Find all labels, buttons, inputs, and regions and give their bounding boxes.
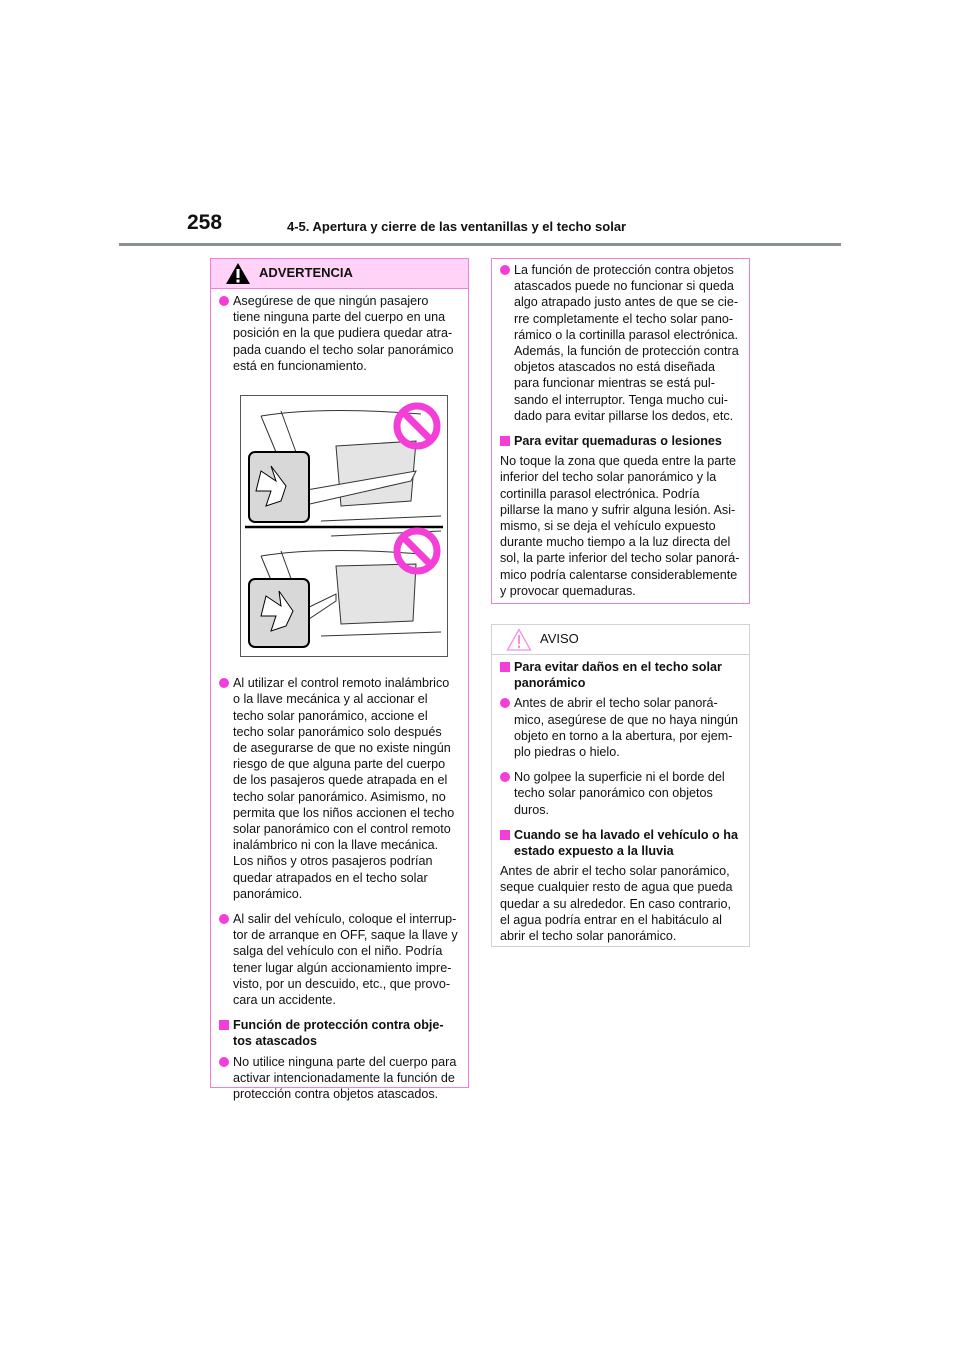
bullet-icon <box>500 772 510 782</box>
bullet-icon <box>219 296 229 306</box>
subheading-text: Cuando se ha lavado el vehículo o ha estado expuesto a la lluvia <box>514 827 738 859</box>
subheading-text: Para evitar daños en el techo solar panorámico <box>514 660 722 691</box>
paragraph: No toque la zona que queda entre la parte inferior del techo solar panorámico y la cortinilla parasol electrónica. Podría pillarse la mano y sufrir alguna lesión. Asi- mismo, si se deja el vehículo expuesto durante mucho tiempo a la luz directa del sol, la parte inferior del techo solar panorá- mico podría calentarse considerablemente y provocar quemaduras. <box>500 454 740 598</box>
warning-box <box>210 258 469 1102</box>
square-bullet-icon <box>500 436 510 446</box>
list-item <box>215 911 464 1008</box>
warning-triangle-icon <box>225 262 251 285</box>
bullet-icon <box>219 1057 229 1067</box>
section-title: 4-5. Apertura y cierre de las ventanillas y el techo solar <box>287 219 627 234</box>
list-item <box>496 695 745 760</box>
list-item <box>215 1054 464 1103</box>
list-item <box>215 293 464 374</box>
sunroof-pinch-illustration <box>240 395 448 657</box>
item-text: La función de protección contra objetos atascados puede no funcionar si queda algo atrapado justo antes de que se cie- rre completamente el techo solar pano- rámico o la cortinilla parasol electrónica. Además, la función de protección contra objetos atascados no está diseñada para funcionar mientras se está pul- sando el interruptor. Tenga mucho cui- dado para evitar pillarse los dedos, etc. <box>514 263 739 423</box>
subheading <box>496 659 745 691</box>
item-text: No utilice ninguna parte del cuerpo para activar intencionadamente la función de protección contra objetos atascados. <box>233 1054 457 1102</box>
warning-box-continued <box>491 258 750 604</box>
list-item <box>215 675 464 902</box>
notice-title: AVISO <box>540 631 579 646</box>
list-item <box>496 262 745 424</box>
warning-title: ADVERTENCIA <box>259 265 353 280</box>
subheading-text: Para evitar quemaduras o lesiones <box>514 434 722 449</box>
subheading-text: Función de protección contra obje- tos atascados <box>233 1018 444 1049</box>
item-text: No golpee la superficie ni el borde del techo solar panorámico con objetos duros. <box>514 770 725 817</box>
subheading <box>215 1017 464 1049</box>
page-number: 258 <box>187 211 223 234</box>
notice-header <box>492 625 749 655</box>
header-rule <box>119 243 841 246</box>
notice-box <box>491 624 750 947</box>
warning-header <box>211 259 468 289</box>
square-bullet-icon <box>500 830 510 840</box>
square-bullet-icon <box>219 1020 229 1030</box>
item-text: Antes de abrir el techo solar panorá- mico, asegúrese de que no haya ningún objeto en torno a la abertura, por ejem- plo piedras o hielo. <box>514 696 739 760</box>
list-item <box>496 769 745 818</box>
bullet-icon <box>500 265 510 275</box>
subheading <box>496 827 745 859</box>
item-text: Al utilizar el control remoto inalámbrico o la llave mecánica y al accionar el techo solar panorámico, accione el techo solar panorámico solo después de asegurarse de que no existe ningún riesgo de que alguna parte del cuerpo de los pasajeros quede atrapada en el techo solar panorámico. Asimismo, no permita que los niños accionen el techo solar panorámico con el control remoto inalámbrico ni con la llave mecánica. Los niños y otros pasajeros podrían quedar atrapados en el techo solar panorámico. <box>233 676 455 901</box>
bullet-icon <box>219 678 229 688</box>
item-text: Asegúrese de que ningún pasajero tiene ninguna parte del cuerpo en una posición en la que pudiera quedar atra- pada cuando el techo solar panorámico está en funcionamiento. <box>233 294 454 373</box>
subheading <box>496 433 745 449</box>
square-bullet-icon <box>500 662 510 672</box>
bullet-icon <box>219 914 229 924</box>
caution-triangle-icon <box>506 628 532 651</box>
paragraph: Antes de abrir el techo solar panorámico, seque cualquier resto de agua que pueda quedar a su alrededor. En caso contrario, el agua podría entrar en el habitáculo al abrir el techo solar panorámico. <box>500 864 733 944</box>
bullet-icon <box>500 698 510 708</box>
item-text: Al salir del vehículo, coloque el interrup- tor de arranque en OFF, saque la llave y salga del vehículo con el niño. Podría tener lugar algún accionamiento impre- visto, por un descuido, etc., que provo- cara un accidente. <box>233 912 458 1008</box>
